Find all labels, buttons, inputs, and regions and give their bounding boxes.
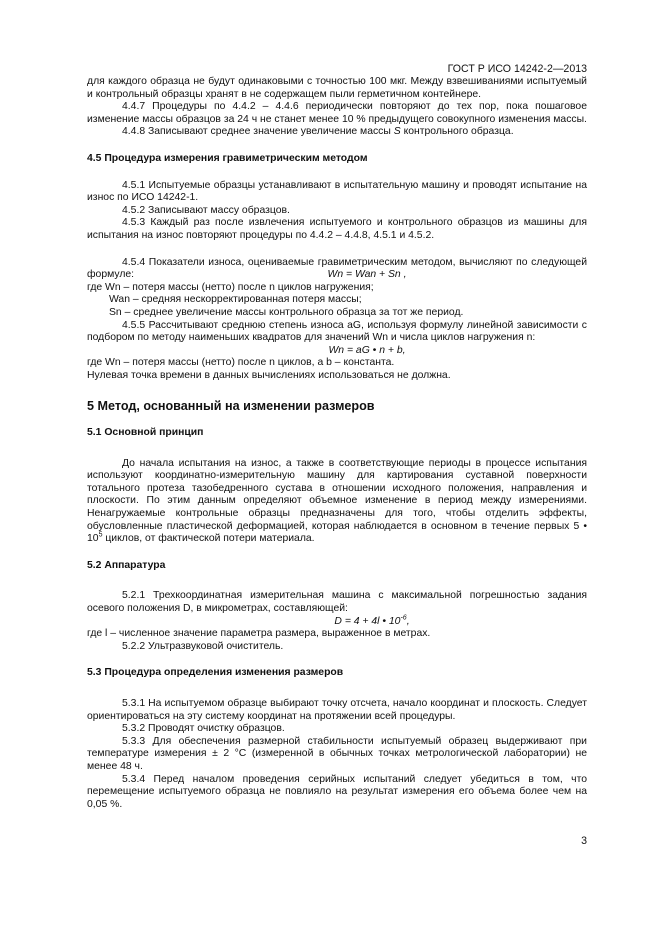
definition-l: где l – численное значение параметра размера, выраженное в метрах.: [87, 628, 431, 640]
document-body: [87, 76, 587, 811]
definition-sn: Sn – среднее увеличение массы контрольного образца за тот же период.: [109, 306, 464, 318]
paragraph-4-5-4: 4.5.4 Показатели износа, оцениваемые гравиметрическим методом, вычисляют по следующей формуле:: [87, 256, 587, 281]
formula-wn: Wn = Wan + Sn ,: [327, 269, 407, 281]
text-run: 4.4.8 Записывают среднее значение увеличение массы: [122, 126, 391, 138]
text-run: До начала испытания на износ, а также в соответствующие периоды в процессе испытания используют координатно-измерительную машину для картирования суставной поверхности тотального протеза тазобедренного сустава в отношении исходного положения, направления и плоскости. По этим данным определяют объемное изменение в период между измерениями. Ненагружаемые контрольные образцы предназначены для того, чтобы отделить эффекты, обусловленные пластической деформацией, которая наблюдается в основном в течение первых 5 • 10: [87, 457, 587, 545]
paragraph-4-5-3: 4.5.3 Каждый раз после извлечения испытуемого и контрольного образцов из машины для испытания на износ повторяют процедуры по 4.4.2 – 4.4.8, 4.5.1 и 4.5.2.: [87, 217, 587, 241]
definition-wn: где Wn – потеря массы (нетто) после n циклов нагружения;: [87, 281, 374, 293]
formula-text: D = 4 + 4l • 10: [334, 615, 401, 627]
text-run: контрольного образца.: [403, 126, 514, 138]
paragraph-5-3-1: 5.3.1 На испытуемом образце выбирают точку отсчета, начало координат и плоскость. Следует ориентироваться на эту систему координат на протяжении всей процедуры.: [87, 697, 587, 722]
formula-d: [87, 616, 587, 629]
page-number: 3: [581, 835, 587, 847]
paragraph-5-3-3: 5.3.3 Для обеспечения размерной стабильности испытуемый образец выдерживают при температуре измерения ± 2 °С (измеренной в обычных точках метрологической лаборатории) не менее 48 ч.: [87, 735, 587, 772]
paragraph-4-4-8: [87, 126, 587, 139]
heading-5-2: 5.2 Аппаратура: [87, 559, 166, 571]
variable-s: S: [393, 126, 401, 138]
paragraph-4-4-7: 4.4.7 Процедуры по 4.4.2 – 4.4.6 периодически повторяют до тех пор, пока пошаговое изменение массы образцов за 24 ч не станет менее 10 % предыдущего совокупного изменения массы.: [87, 101, 587, 125]
superscript: 5: [98, 531, 103, 539]
formula-ag: Wn = aG • n + b,: [328, 344, 406, 356]
paragraph-5-3-2: 5.3.2 Проводят очистку образцов.: [122, 723, 285, 735]
paragraph-zero-point: Нулевая точка времени в данных вычислениях использоваться не должна.: [87, 369, 451, 381]
heading-4-5: [87, 153, 587, 166]
heading-5-1: 5.1 Основной принцип: [87, 427, 204, 439]
formula-definitions: [87, 282, 587, 320]
paragraph-5-1: [87, 458, 587, 546]
paragraph-4-5-2: 4.5.2 Записывают массу образцов.: [122, 204, 290, 216]
paragraph-4-5-1: 4.5.1 Испытуемые образцы устанавливают в испытательную машину и проводят испытание на износ по ИСО 14242-1.: [87, 179, 587, 204]
superscript: -6: [400, 614, 407, 622]
heading-5-3: 5.3 Процедура определения изменения размеров: [87, 667, 344, 679]
definition-b: где Wn – потеря массы (нетто) после n циклов, a b – константа.: [87, 357, 395, 369]
heading-5: 5 Метод, основанный на изменении размеров: [87, 399, 375, 414]
paragraph-5-3-4: 5.3.4 Перед началом проведения серийных испытаний следует убедиться в том, что перемещение испытуемого образца не повлияло на результат измерения его объема более чем на 0,05 %.: [87, 773, 587, 810]
paragraph-continued: для каждого образца не будут одинаковыми с точностью 100 мкг. Между взвешиваниями испытуемый и контрольный образцы хранят в не содержащем пыли герметичном контейнере.: [87, 76, 587, 100]
text-run: циклов, от фактической потери материала.: [102, 533, 315, 545]
paragraph-5-2-2: 5.2.2 Ультразвуковой очиститель.: [122, 640, 284, 652]
paragraph-4-5-5: 4.5.5 Рассчитывают среднюю степень износа aG, используя формулу линейной зависимости с подбором по методу наименьших квадратов для значений Wn и числа циклов нагружения n:: [87, 319, 587, 344]
document-header: ГОСТ Р ИСО 14242-2—2013: [447, 63, 587, 75]
definition-wan: Wan – средняя нескорректированная потеря массы;: [109, 294, 362, 306]
heading-text: 4.5 Процедура измерения гравиметрическим методом: [87, 152, 368, 164]
formula-text: ,: [406, 615, 410, 627]
paragraph-5-2-1: 5.2.1 Трехкоординатная измерительная машина с максимальной погрешностью задания осевого положения D, в микрометрах, составляющей:: [87, 590, 587, 614]
